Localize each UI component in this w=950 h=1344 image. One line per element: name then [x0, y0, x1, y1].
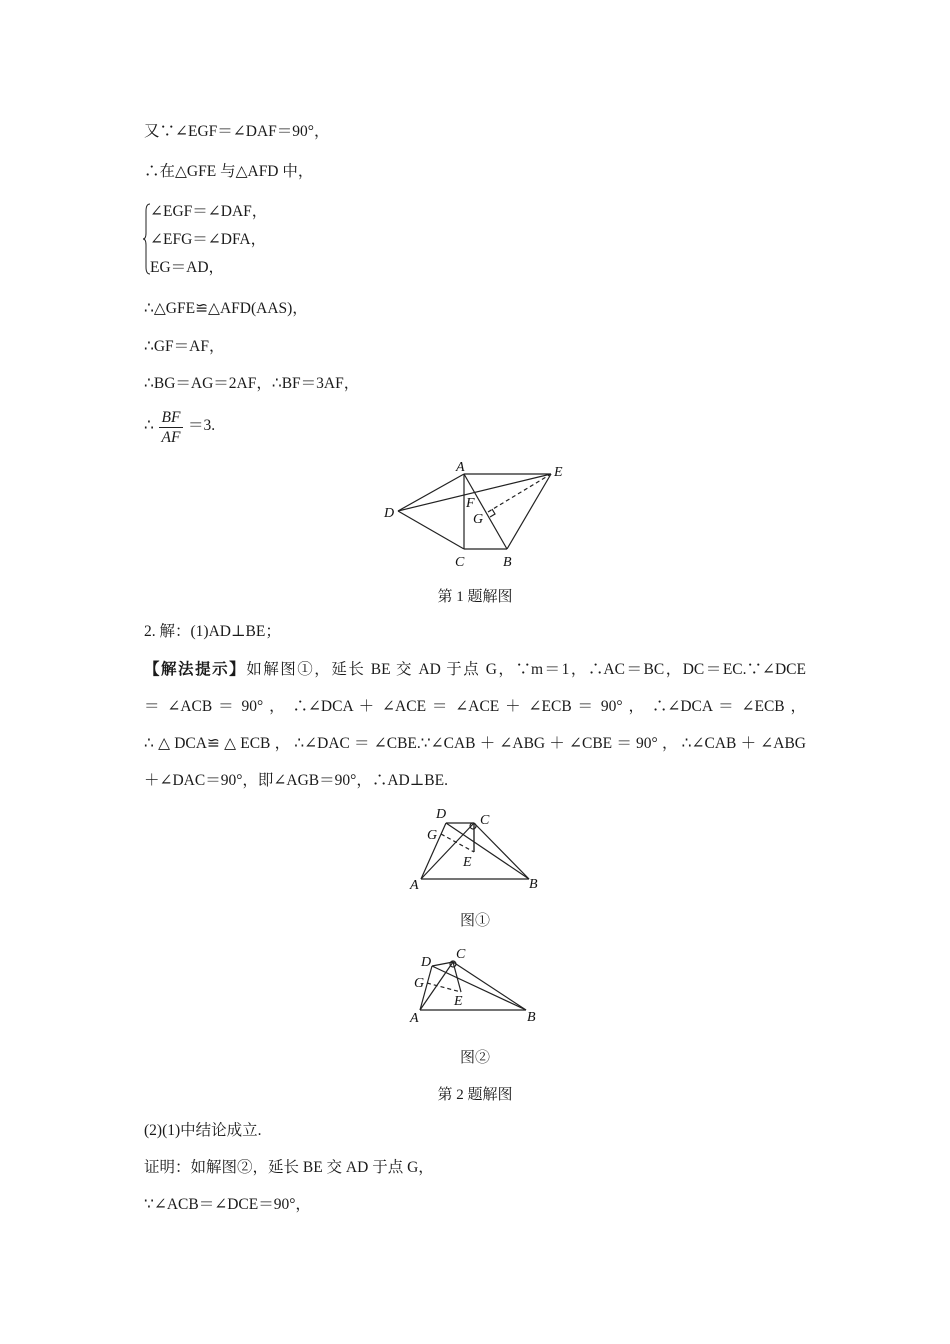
hint-title: 【解法提示】	[144, 661, 247, 678]
system-line-1: ∠EGF＝∠DAF，	[150, 203, 268, 220]
hint-line-2: ＝ ∠ACB ＝ 90° ， ∴∠DCA ＋ ∠ACE ＝ ∠ACE ＋ ∠ECB ＝ 90° ， ∴∠DCA ＝ ∠ECB ，	[144, 698, 806, 715]
hint-line-1-text: 如解图①，延长 BE 交 AD 于点 G，∵m＝1，∴AC＝BC，DC＝EC.∵∠DCE	[246, 661, 806, 678]
hint-line-4: ＋∠DAC＝90°，即∠AGB＝90°，∴AD⊥BE.	[144, 772, 448, 789]
proof-line-given-angles: 又∵∠EGF＝∠DAF＝90°，	[144, 123, 330, 140]
label-e: E	[554, 465, 563, 480]
part-2-proof-start: 证明：如解图②，延长 BE 交 AD 于点 G，	[144, 1159, 434, 1176]
system-line-2: ∠EFG＝∠DFA，	[150, 231, 267, 248]
label-g: G	[473, 512, 484, 527]
figure-2a-caption: 图①	[459, 913, 490, 929]
label-c: C	[456, 947, 466, 962]
label-c: C	[455, 555, 465, 570]
part-2-conclusion: (2)(1)中结论成立.	[144, 1122, 262, 1139]
label-d: D	[436, 807, 447, 822]
label-e: E	[463, 855, 472, 870]
label-a: A	[456, 460, 465, 475]
label-b: B	[529, 877, 538, 892]
proof-line-congruence: ∴△GFE≌△AFD(AAS)，	[144, 300, 308, 317]
label-d: D	[421, 955, 432, 970]
label-e: E	[454, 994, 463, 1009]
proof-line-bg-bf: ∴BG＝AG＝2AF，∴BF＝3AF，	[144, 375, 360, 392]
label-c: C	[480, 813, 490, 828]
ratio-denominator: AF	[161, 429, 181, 446]
hint-line-3: ∴△DCA≌△ECB，∴∠DAC＝∠CBE.∵∠CAB＋∠ABG＋∠CBE＝90°，∴∠CAB＋∠ABG	[144, 735, 806, 752]
part-2-proof-angles: ∵∠ACB＝∠DCE＝90°，	[144, 1196, 311, 1213]
label-a: A	[410, 1011, 419, 1026]
label-d: D	[384, 506, 395, 521]
label-a: A	[410, 878, 419, 893]
figures-2-caption: 第 2 题解图	[437, 1087, 513, 1103]
system-line-3: EG＝AD，	[150, 259, 225, 276]
ratio-prefix: ∴	[144, 417, 154, 434]
label-f: F	[466, 496, 475, 511]
problem-2-answer: 2. 解：(1)AD⊥BE；	[144, 623, 281, 640]
proof-line-triangles: ∴在△GFE 与△AFD 中，	[144, 163, 314, 180]
figure-2b-caption: 图②	[459, 1050, 490, 1066]
label-b: B	[527, 1010, 536, 1025]
ratio-result: ＝3.	[188, 417, 216, 434]
label-b: B	[503, 555, 512, 570]
figure-1-caption: 第 1 题解图	[437, 589, 513, 605]
label-g: G	[427, 828, 438, 843]
label-g: G	[414, 976, 425, 991]
ratio-numerator: BF	[159, 408, 183, 428]
proof-line-gf-af: ∴GF＝AF，	[144, 338, 225, 355]
